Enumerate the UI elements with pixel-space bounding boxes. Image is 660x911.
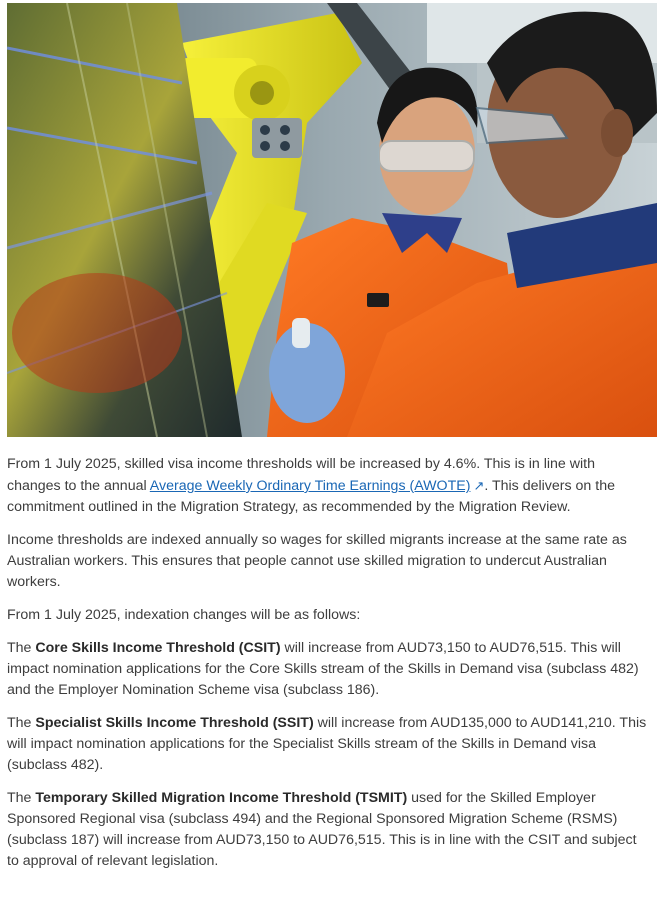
paragraph-text: The <box>7 715 36 731</box>
paragraph-intro <box>7 454 652 518</box>
paragraph-tsmit <box>7 788 652 872</box>
paragraph-text: will increase from AUD135,000 to AUD141,210. This will impact nomination applications for the Specialist Skills stream of the Skills in Demand visa (subclass 482). <box>7 715 647 773</box>
tsmit-term: Temporary Skilled Migration Income Threshold (TSMIT) <box>35 790 408 806</box>
ssit-term: Specialist Skills Income Threshold (SSIT) <box>35 715 314 731</box>
awote-link-label[interactable]: Average Weekly Ordinary Time Earnings (AWOTE) <box>149 478 471 494</box>
csit-term: Core Skills Income Threshold (CSIT) <box>35 640 281 656</box>
paragraph-text: From 1 July 2025, skilled visa income thresholds will be increased by 4.6%. This is in line with changes to the annual <box>7 456 595 494</box>
paragraph-indexation: Income thresholds are indexed annually so wages for skilled migrants increase at the same rate as Australian workers. This ensures that people cannot use skilled migration to undercut Australian workers. <box>7 532 627 590</box>
paragraph-csit <box>7 638 652 701</box>
awote-link[interactable] <box>150 478 485 494</box>
photo-lab-workers-image <box>7 3 657 437</box>
paragraph-text: . This delivers on the commitment outlined in the Migration Strategy, as recommended by the Migration Review. <box>7 478 615 515</box>
article-body <box>7 454 652 884</box>
paragraph-text: will increase from AUD73,150 to AUD76,515. This will impact nomination applications for the Core Skills stream of the Skills in Demand visa (subclass 482) and the Employer Nomination Scheme visa (subclass 186). <box>7 640 639 698</box>
paragraph-ssit <box>7 713 652 776</box>
paragraph-text: used for the Skilled Employer Sponsored Regional visa (subclass 494) and the Regional Sponsored Migration Scheme (RSMS) (subclass 187) will increase from AUD73,150 to AUD76,515. This is in line with the CSIT and subject to approval of relevant legislation. <box>7 790 637 869</box>
external-link-icon[interactable]: ↗ <box>473 478 485 493</box>
paragraph-changes-intro: From 1 July 2025, indexation changes will be as follows: <box>7 607 361 623</box>
paragraph-text: The <box>7 640 36 656</box>
hero-photo <box>7 3 657 437</box>
paragraph-text: The <box>7 790 36 806</box>
